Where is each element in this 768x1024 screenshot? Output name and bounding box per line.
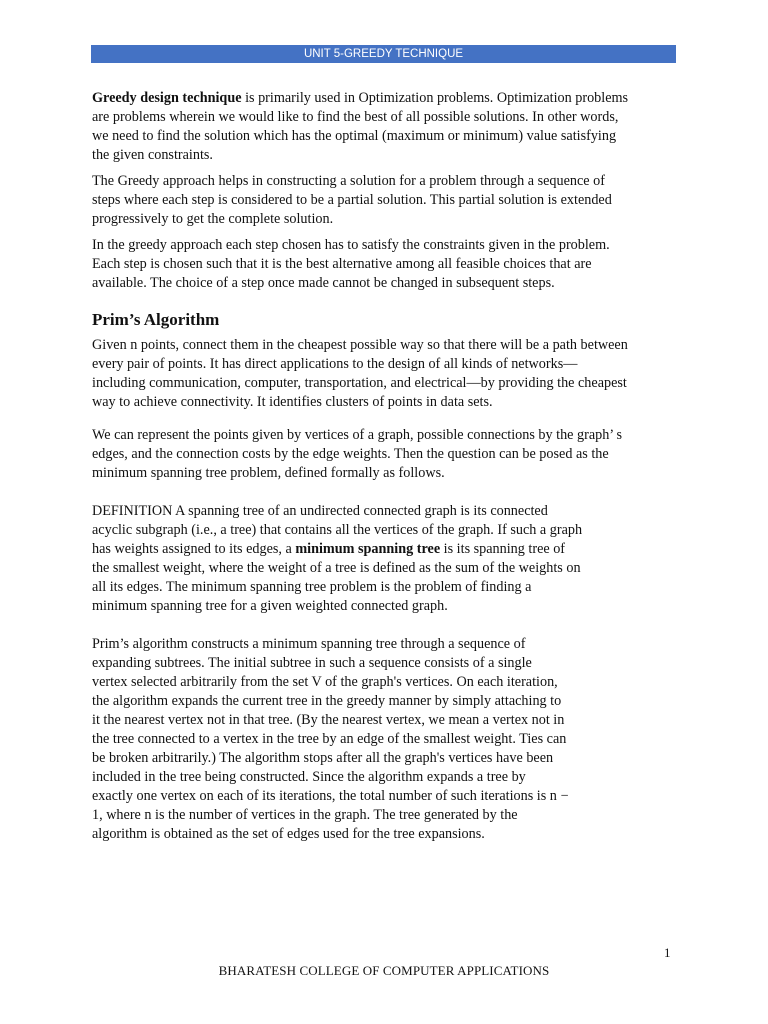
prims-description-paragraph: Prim’s algorithm constructs a minimum spanning tree through a sequence of expanding subtrees. The initial subtree in such a sequence consists of a single vertex selected arbitrarily from the set V of the graph's vertices. On each iteration, the algorithm expands the current tree in the greedy manner by simply attaching to it the nearest vertex not in that tree. (By the nearest vertex, we mean a vertex not in the tree connected to a vertex in the tree by an edge of the smallest weight. Ties can be broken arbitrarily.) The algorithm stops after all the graph's vertices have been included in the tree being constructed. Since the algorithm expands a tree by exactly one vertex on each of its iterations, the total number of such iterations is n − 1, where n is the number of vertices in the graph. The tree generated by the algorithm is obtained as the set of edges used for the tree expansions. <box>92 636 569 842</box>
prims-paragraph-2: We can represent the points given by vertices of a graph, possible connections by the graph’ s edges, and the connection costs by the edge weights. Then the question can be posed as the minimum spanning tree problem, defined formally as follows. <box>92 427 623 481</box>
header-title: UNIT 5-GREEDY TECHNIQUE <box>303 48 464 60</box>
intro-paragraph-3: In the greedy approach each step chosen has to satisfy the constraints given in the problem. Each step is chosen such that it is the best alternative among all feasible choices that are available. The choice of a step once made cannot be changed in subsequent steps. <box>92 237 610 291</box>
intro-paragraph-2: The Greedy approach helps in constructing a solution for a problem through a sequence of steps where each step is considered to be a partial solution. This partial solution is extended progressively to get the complete solution. <box>92 173 612 227</box>
page-number: 1 <box>664 945 671 960</box>
header-bar <box>91 45 676 63</box>
prims-paragraph-1: Given n points, connect them in the cheapest possible way so that there will be a path between every pair of points. It has direct applications to the design of all kinds of networks— including communication, computer, transportation, and electrical—by providing the cheapest way to achieve connectivity. It identifies clusters of points in data sets. <box>92 337 628 410</box>
greedy-technique-term: Greedy design technique <box>92 90 242 106</box>
section-heading-prims: Prim’s Algorithm <box>92 310 220 329</box>
mst-term: minimum spanning tree <box>295 541 441 557</box>
definition-paragraph: DEFINITION A spanning tree of an undirected connected graph is its connected acyclic subgraph (i.e., a tree) that contains all the vertices of the graph. If such a graph has weights assigned to its edges, a minimum spanning tree is its spanning tree of the smallest weight, where the weight of a tree is defined as the sum of the weights on all its edges. The minimum spanning tree problem is the problem of finding a minimum spanning tree for a given weighted connected graph. <box>92 503 583 614</box>
intro-paragraph-1: Greedy design technique is primarily used in Optimization problems. Optimization problems are problems wherein we would like to find the best of all possible solutions. In other words, we need to find the solution which has the optimal (maximum or minimum) value satisfying the given constraints. <box>92 90 629 163</box>
footer-college-name: BHARATESH COLLEGE OF COMPUTER APPLICATIONS <box>218 963 550 978</box>
